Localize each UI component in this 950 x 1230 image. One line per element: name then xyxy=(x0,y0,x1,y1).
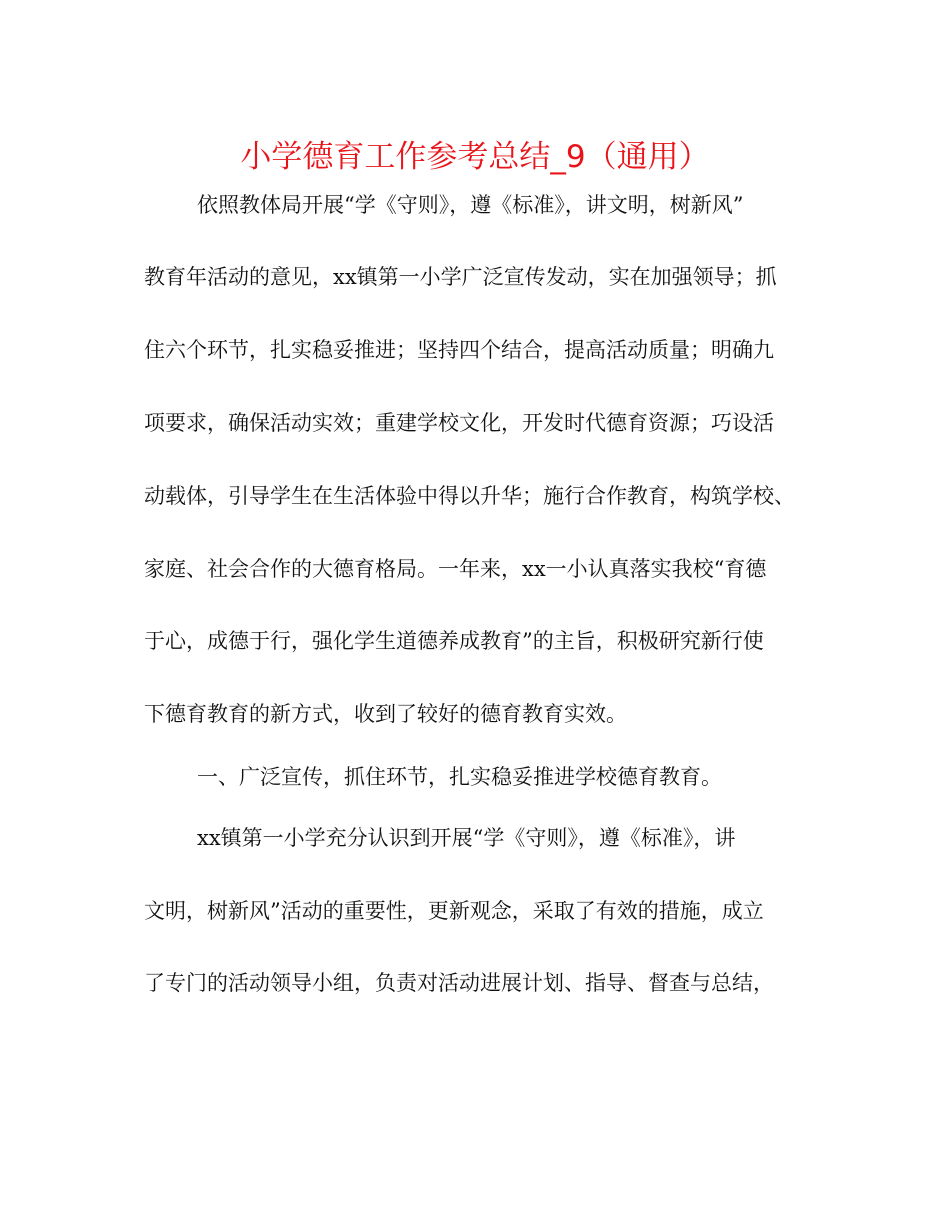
paragraph-line: 动载体，引导学生在生活体验中得以升华；施行合作教育，构筑学校、 xyxy=(144,484,795,508)
paragraph-line: 教育年活动的意见，xx镇第一小学广泛宣传发动，实在加强领导；抓 xyxy=(144,265,777,289)
paragraph-line: 项要求，确保活动实效；重建学校文化，开发时代德育资源；巧设活 xyxy=(144,411,774,435)
document-title: 小学德育工作参考总结_9（通用） xyxy=(240,139,710,175)
paragraph-line: 文明，树新风”活动的重要性，更新观念，采取了有效的措施，成立 xyxy=(144,899,764,923)
section-heading: 一、广泛宣传，抓住环节，扎实稳妥推进学校德育教育。 xyxy=(197,765,722,789)
paragraph-line: 依照教体局开展“学《守则》，遵《标准》，讲文明，树新风” xyxy=(197,193,744,217)
paragraph-line: 下德育教育的新方式，收到了较好的德育教育实效。 xyxy=(144,702,627,726)
paragraph-line: 了专门的活动领导小组，负责对活动进展计划、指导、督查与总结， xyxy=(144,971,774,995)
paragraph-line: 家庭、社会合作的大德育格局。一年来，xx一小认真落实我校“育德 xyxy=(144,557,767,581)
paragraph-line: 住六个环节，扎实稳妥推进；坚持四个结合，提高活动质量；明确九 xyxy=(144,338,774,362)
paragraph-line: 于心，成德于行，强化学生道德养成教育”的主旨，积极研究新行使 xyxy=(144,629,764,653)
paragraph-line: xx镇第一小学充分认识到开展“学《守则》，遵《标准》，讲 xyxy=(197,826,736,850)
